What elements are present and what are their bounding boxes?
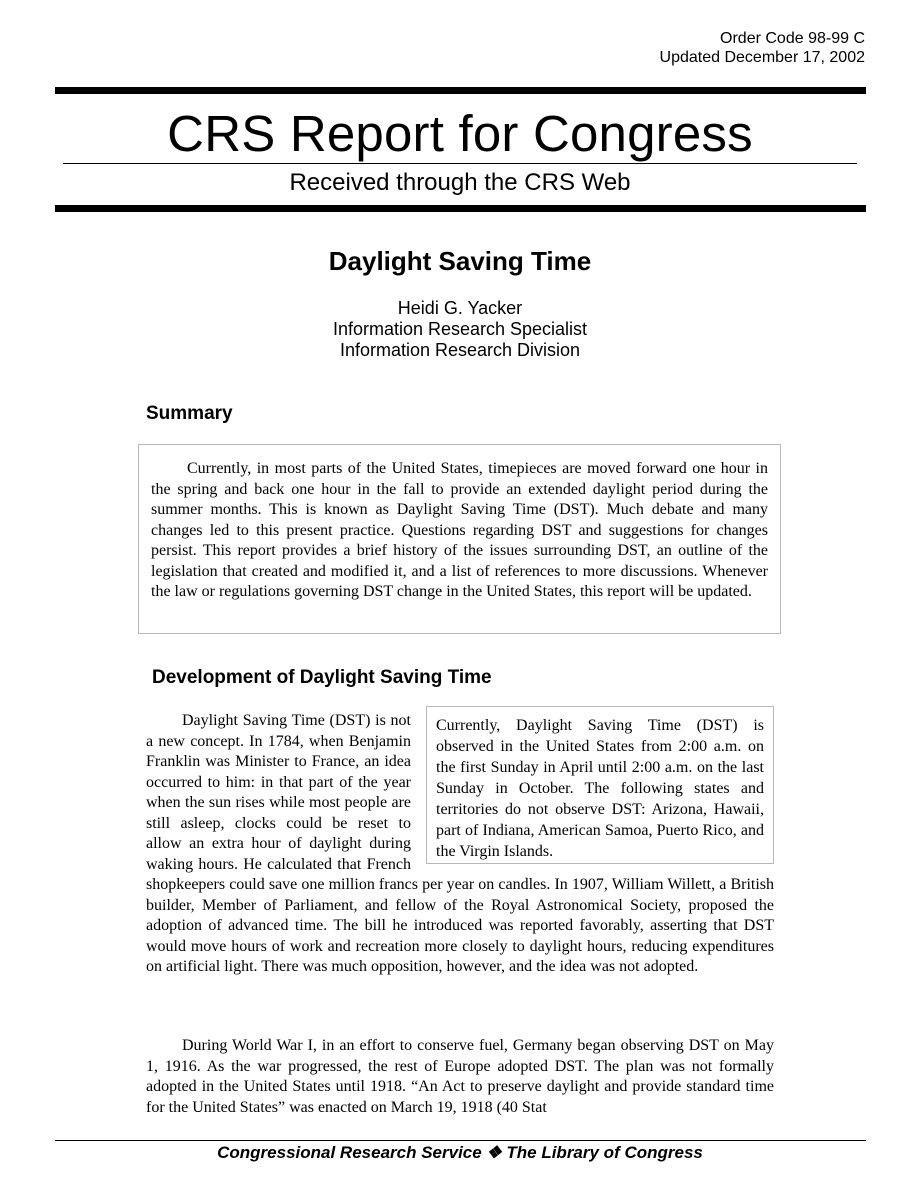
order-code: Order Code 98-99 C [720, 30, 865, 47]
updated-date: Updated December 17, 2002 [659, 49, 865, 66]
author-division: Information Research Division [339, 340, 581, 360]
dst-callout-box: Currently, Daylight Saving Time (DST) is observed in the United States from 2:00 a.m. on the first Sunday in April until 2:00 a.m. on the last Sunday in October. The following states and territories do not observe DST: Arizona, Hawaii, part of Indiana, American Samoa, Puerto Rico, and the Virgin Islands. [426, 706, 774, 864]
footer-rule [55, 1140, 866, 1141]
footer-text: Congressional Research Service ❖ The Library of Congress [217, 1143, 703, 1162]
development-body [146, 711, 774, 978]
author-title: Information Research Specialist [332, 319, 588, 339]
summary-heading: Summary [146, 403, 233, 424]
summary-box [138, 444, 781, 634]
document-title: Daylight Saving Time [328, 246, 592, 276]
development-paragraph-2: During World War I, in an effort to conserve fuel, Germany began observing DST on May 1, 1916. As the war progressed, the rest of Europe adopted DST. The plan was not formally adopted in the United States until 1918. “An Act to preserve daylight and provide standard time for the United States” was enacted on March 19, 1918 (40 Stat [146, 1037, 774, 1116]
author-name: Heidi G. Yacker [397, 298, 523, 318]
development-heading: Development of Daylight Saving Time [152, 667, 492, 688]
summary-text: Currently, in most parts of the United States, timepieces are moved forward one hour in the spring and back one hour in the fall to provide an extended daylight period during the summer months. This is known as Daylight Saving Time (DST). Much debate and many changes led to this present practice. Questions regarding DST and suggestions for changes persist. This report provides a brief history of the issues surrounding DST, an outline of the legislation that created and modified it, and a list of references to more discussions. Whenever the law or regulations governing DST change in the United States, this report will be updated. [151, 460, 768, 600]
order-code-block [660, 29, 865, 67]
masthead-subtitle: Received through the CRS Web [289, 169, 631, 196]
bottom-thick-rule [55, 205, 866, 212]
masthead-thin-rule [63, 163, 857, 164]
author-block [0, 298, 920, 361]
masthead-title: CRS Report for Congress [167, 105, 753, 162]
development-paragraph-1: Daylight Saving Time (DST) is not a new concept. In 1784, when Benjamin Franklin was Minister to France, an idea occurred to him: in that part of the year when the sun rises while most people are still asleep, clocks could be reset to allow an extra hour of daylight during waking hours. He calculated that French shopkeepers could save one million francs per year on candles. In 1907, William Willett, a British builder, Member of Parliament, and fellow of the Royal Astronomical Society, proposed the adoption of advanced time. The bill he introduced was reported favorably, asserting that DST would move hours of work and recreation more closely to daylight hours, reducing expenditures on artificial light. There was much opposition, however, and the idea was not adopted. [146, 712, 774, 975]
top-thick-rule [55, 87, 866, 94]
